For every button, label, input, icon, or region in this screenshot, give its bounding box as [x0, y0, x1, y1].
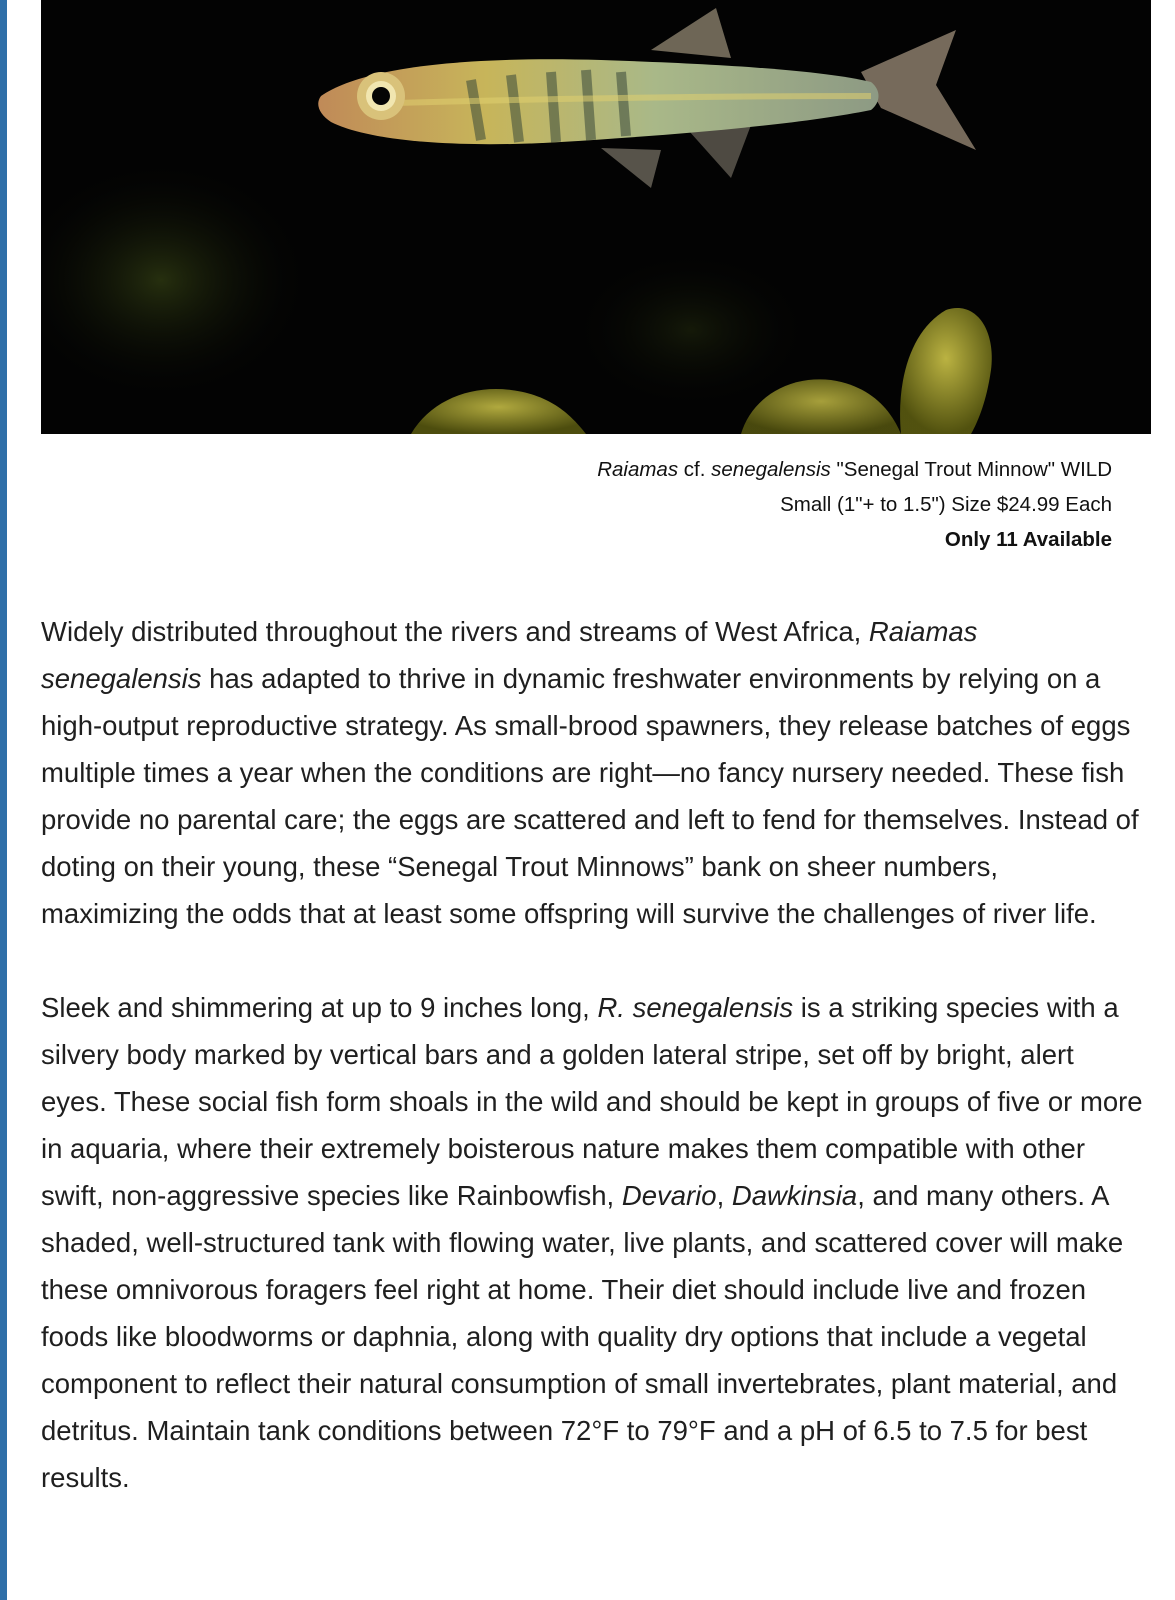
fish-photo-icon	[41, 0, 1151, 434]
p1-text-a: Widely distributed throughout the rivers and streams of West Africa,	[41, 616, 869, 647]
caption-common-name: "Senegal Trout Minnow" WILD	[836, 458, 1112, 481]
p2-text-d: , and many others. A shaded, well-structured tank with flowing water, live plants, and scattered cover will make these omnivorous foragers feel right at home. Their diet should include live and frozen foods like bloodworms or daphnia, along with quality dry options that include a vegetal component to reflect their natural consumption of small invertebrates, plant material, and detritus. Maintain tank conditions between 72°F to 79°F and a pH of 6.5 to 7.5 for best results.	[41, 1180, 1124, 1493]
left-accent-bar	[0, 0, 7, 1600]
p2-text-b: is a striking species with a silvery body marked by vertical bars and a golden lateral stripe, set off by bright, alert eyes. These social fish form shoals in the wild and should be kept in groups of five or more in aquaria, where their extremely boisterous nature makes them compatible with other swift, non-aggressive species like Rainbowfish,	[41, 992, 1143, 1211]
product-caption	[512, 452, 1112, 557]
product-photo	[41, 0, 1151, 434]
caption-qualifier: cf.	[683, 458, 706, 481]
caption-genus: Raiamas	[597, 458, 679, 481]
product-description	[41, 608, 1143, 1501]
p2-genus-devario: Devario	[621, 1180, 717, 1211]
description-paragraph-1	[41, 608, 1143, 937]
p2-species-name: R. senegalensis	[597, 992, 794, 1023]
caption-species: senegalensis	[711, 458, 831, 481]
p2-text-a: Sleek and shimmering at up to 9 inches long,	[41, 992, 598, 1023]
p2-genus-dawkinsia: Dawkinsia	[731, 1180, 858, 1211]
caption-title-line	[512, 452, 1112, 487]
description-paragraph-2	[41, 984, 1143, 1501]
p2-text-c: ,	[716, 1180, 732, 1211]
p1-species-name: Raiamas senegalensis	[41, 616, 978, 694]
p1-text-b: has adapted to thrive in dynamic freshwater environments by relying on a high-output reproductive strategy. As small-brood spawners, they release batches of eggs multiple times a year when the conditions are right—no fancy nursery needed. These fish provide no parental care; the eggs are scattered and left to fend for themselves. Instead of doting on their young, these “Senegal Trout Minnows” bank on sheer numbers, maximizing the odds that at least some offspring will survive the challenges of river life.	[41, 663, 1139, 929]
availability-status: Only 11 Available	[944, 528, 1112, 551]
caption-size-price: Small (1"+ to 1.5") Size $24.99 Each	[780, 493, 1112, 516]
